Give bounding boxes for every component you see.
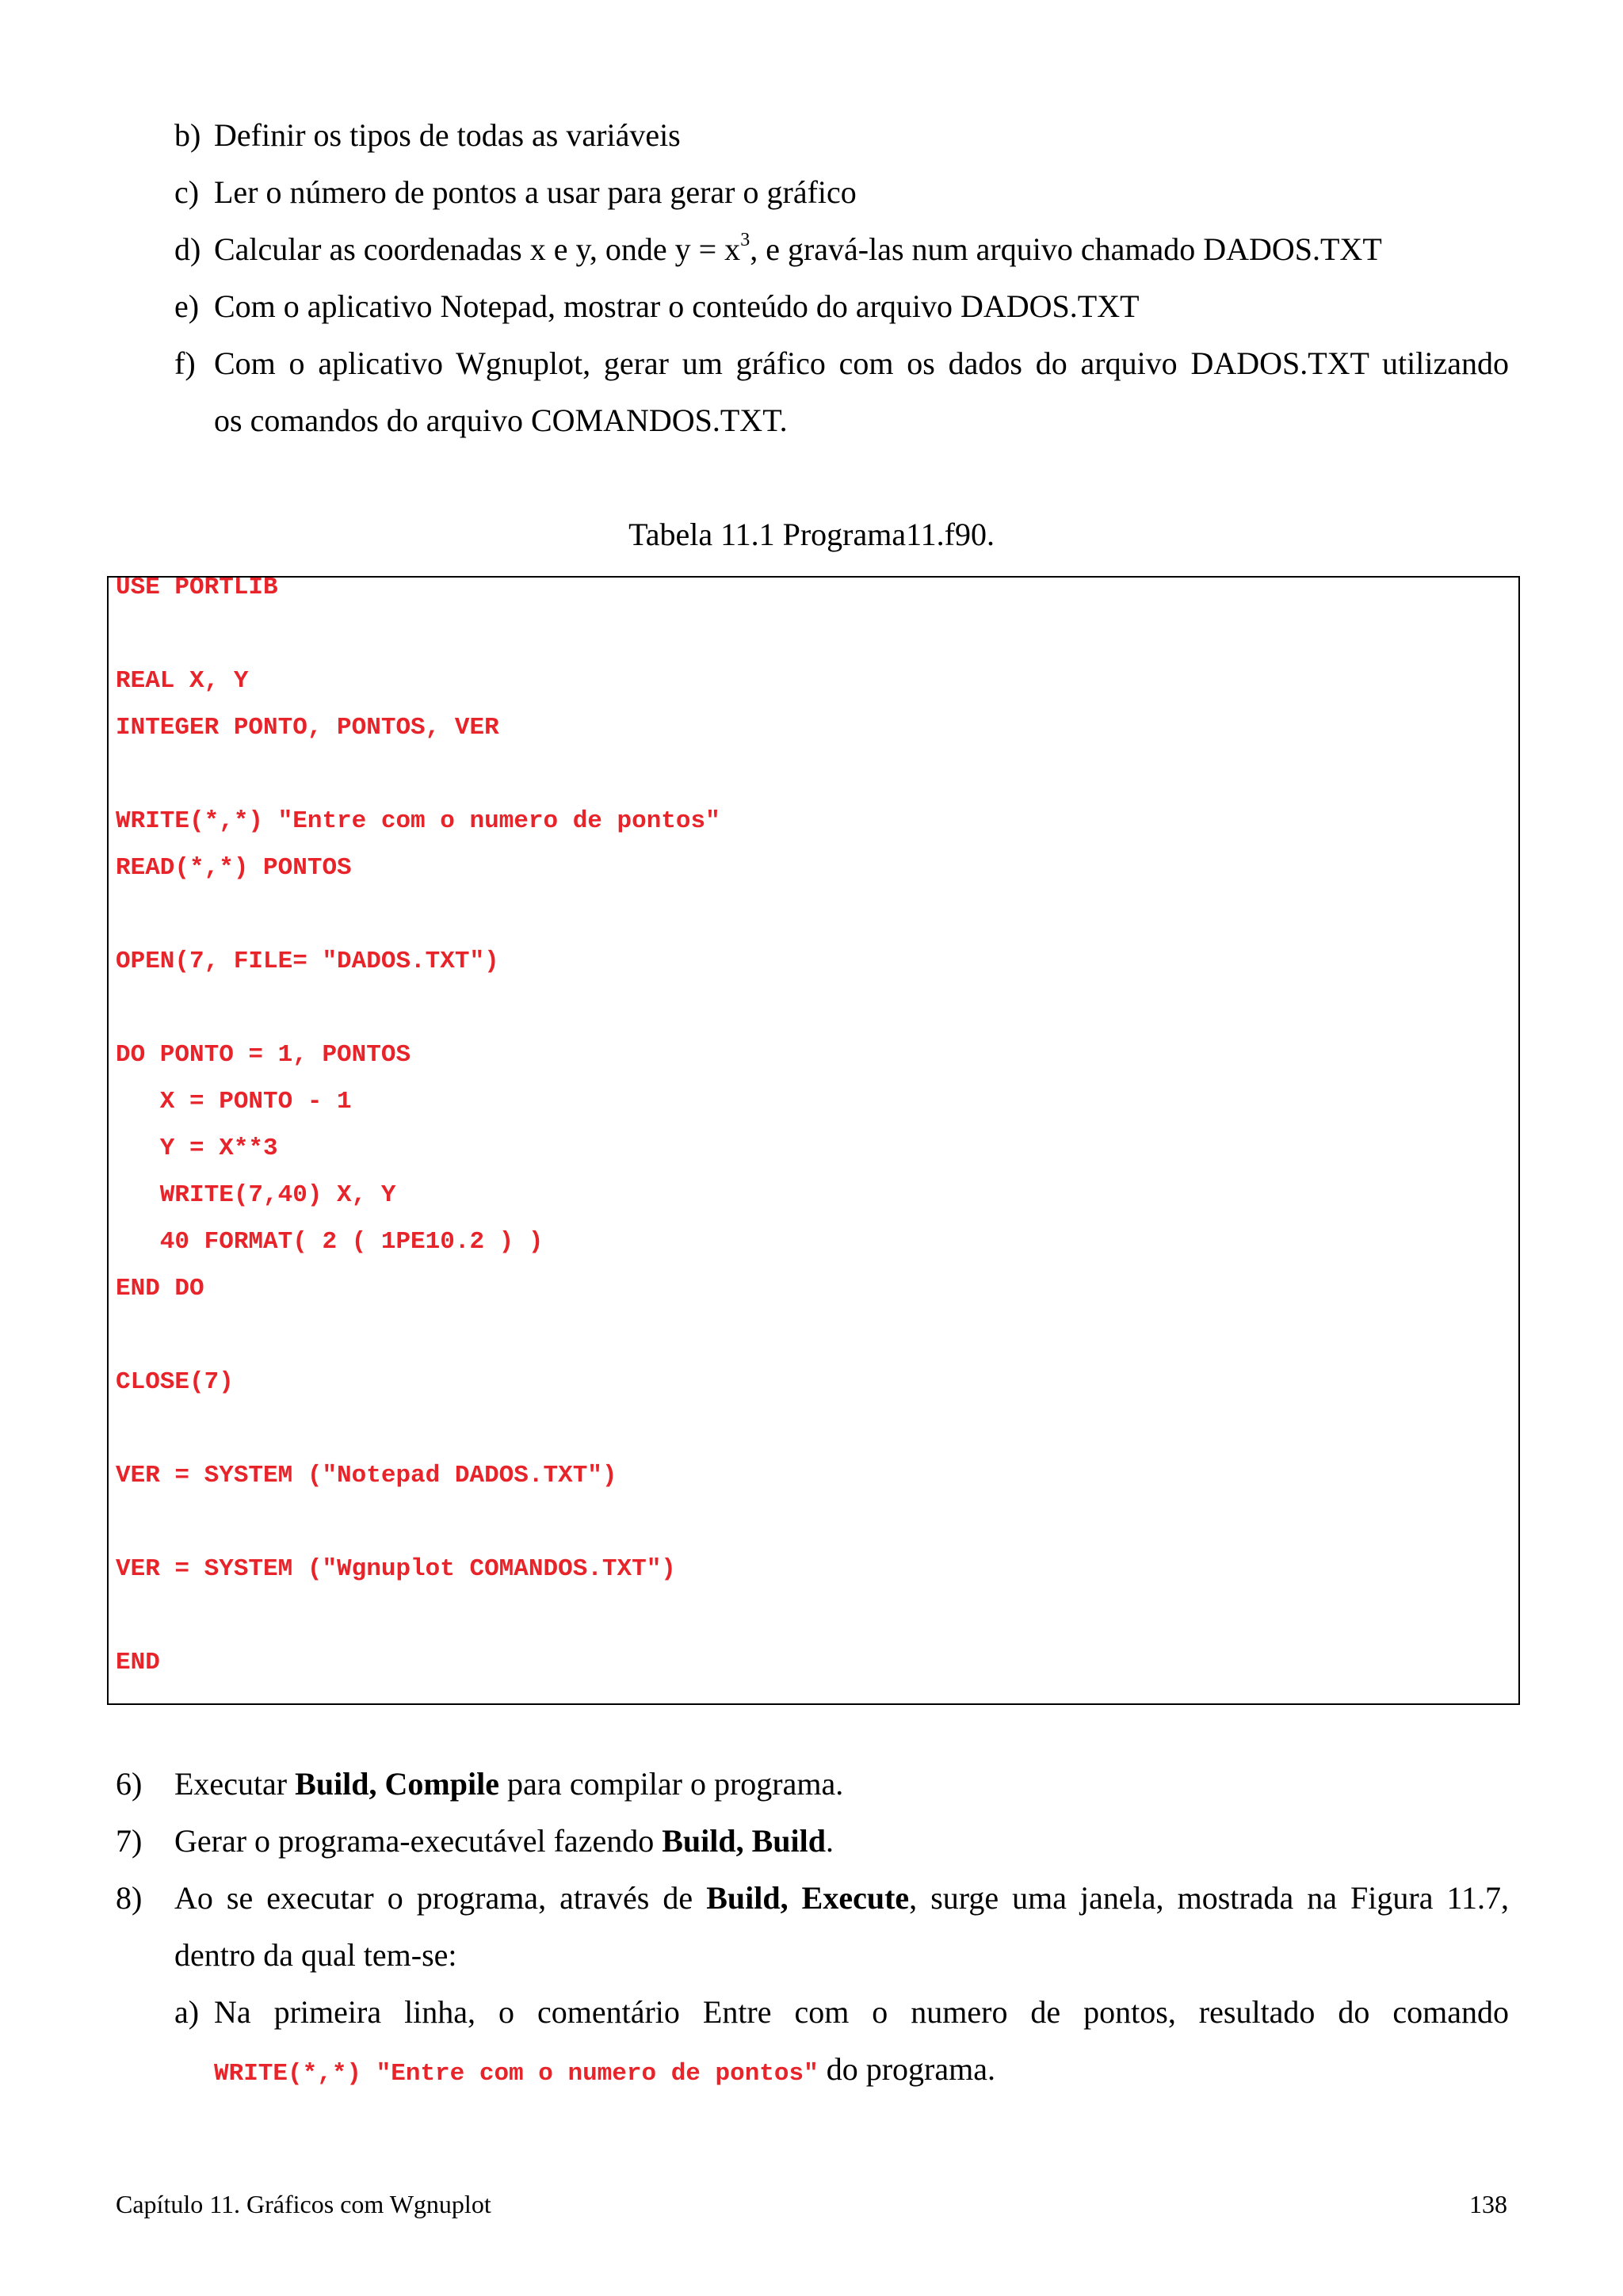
step-text-post: para compilar o programa. [498, 1766, 844, 1802]
code-line: DO PONTO = 1, PONTOS [116, 1041, 411, 1069]
superscript: 3 [740, 229, 750, 250]
step-8-continuation: dentro da qual tem-se: [174, 1937, 457, 1973]
code-listing-box [107, 576, 1520, 1705]
code-line: WRITE(*,*) "Entre com o numero de pontos" [116, 807, 720, 835]
list-text [214, 230, 1382, 269]
code-line: END [116, 1649, 160, 1676]
list-label: c) [174, 174, 200, 210]
step-number: 8) [116, 1880, 143, 1916]
step-text-pre: Gerar o programa-executável fazendo [174, 1823, 663, 1859]
code-line: CLOSE(7) [116, 1368, 234, 1396]
code-line: 40 FORMAT( 2 ( 1PE10.2 ) ) [116, 1228, 544, 1256]
list-item-f-continuation: os comandos do arquivo COMANDOS.TXT. [214, 402, 788, 438]
step-text-bold: Build, Execute [706, 1880, 910, 1916]
list-text: Definir os tipos de todas as variáveis [214, 117, 681, 153]
list-text: Com o aplicativo Wgnuplot, gerar um gráfico com os dados do arquivo DADOS.TXT utilizando [214, 345, 1509, 381]
page-number: 138 [1469, 2190, 1507, 2218]
step-8a-text: Na primeira linha, o comentário Entre com o numero de pontos, resultado do comando [214, 1994, 1509, 2030]
list-text: Ler o número de pontos a usar para gerar o gráfico [214, 174, 857, 210]
list-text-pre: Calcular as coordenadas x e y, onde y = x [214, 231, 741, 267]
list-label: e) [174, 288, 200, 324]
code-line: READ(*,*) PONTOS [116, 854, 352, 882]
code-line: REAL X, Y [116, 667, 249, 695]
code-line: INTEGER PONTO, PONTOS, VER [116, 714, 499, 742]
code-line: X = PONTO - 1 [116, 1088, 352, 1116]
step-text-bold: Build, Build [662, 1823, 826, 1859]
code-line: Y = X**3 [116, 1135, 278, 1162]
step-text [174, 1821, 834, 1861]
list-label: f) [174, 345, 196, 381]
step-8a-continuation [214, 2050, 995, 2094]
step-text [174, 1764, 843, 1804]
inline-code: WRITE(*,*) "Entre com o numero de pontos" [214, 2060, 819, 2088]
list-label: a) [174, 1994, 200, 2030]
list-label: d) [174, 231, 201, 267]
step-8a-post: do programa. [818, 2051, 995, 2087]
step-number: 6) [116, 1766, 143, 1802]
step-text [174, 1878, 1509, 1918]
code-line: USE PORTLIB [116, 574, 278, 601]
table-caption: Tabela 11.1 Programa11.f90. [628, 517, 995, 552]
step-number: 7) [116, 1823, 143, 1859]
list-label: b) [174, 117, 201, 153]
code-line: VER = SYSTEM ("Wgnuplot COMANDOS.TXT") [116, 1555, 676, 1583]
step-text-bold: Build, Compile [295, 1766, 499, 1802]
list-text-post: , e gravá-las num arquivo chamado DADOS.TXT [750, 231, 1382, 267]
list-text: Com o aplicativo Notepad, mostrar o conteúdo do arquivo DADOS.TXT [214, 288, 1140, 324]
code-line: END DO [116, 1275, 204, 1302]
step-text-post: , surge uma janela, mostrada na Figura 11.7, [909, 1880, 1510, 1916]
step-text-pre: Executar [174, 1766, 296, 1802]
code-line: VER = SYSTEM ("Notepad DADOS.TXT") [116, 1462, 617, 1489]
step-text-pre: Ao se executar o programa, através de [174, 1880, 707, 1916]
code-line: WRITE(7,40) X, Y [116, 1181, 396, 1209]
step-text-post: . [826, 1823, 834, 1859]
footer-chapter: Capítulo 11. Gráficos com Wgnuplot [116, 2190, 491, 2218]
code-line: OPEN(7, FILE= "DADOS.TXT") [116, 948, 499, 975]
